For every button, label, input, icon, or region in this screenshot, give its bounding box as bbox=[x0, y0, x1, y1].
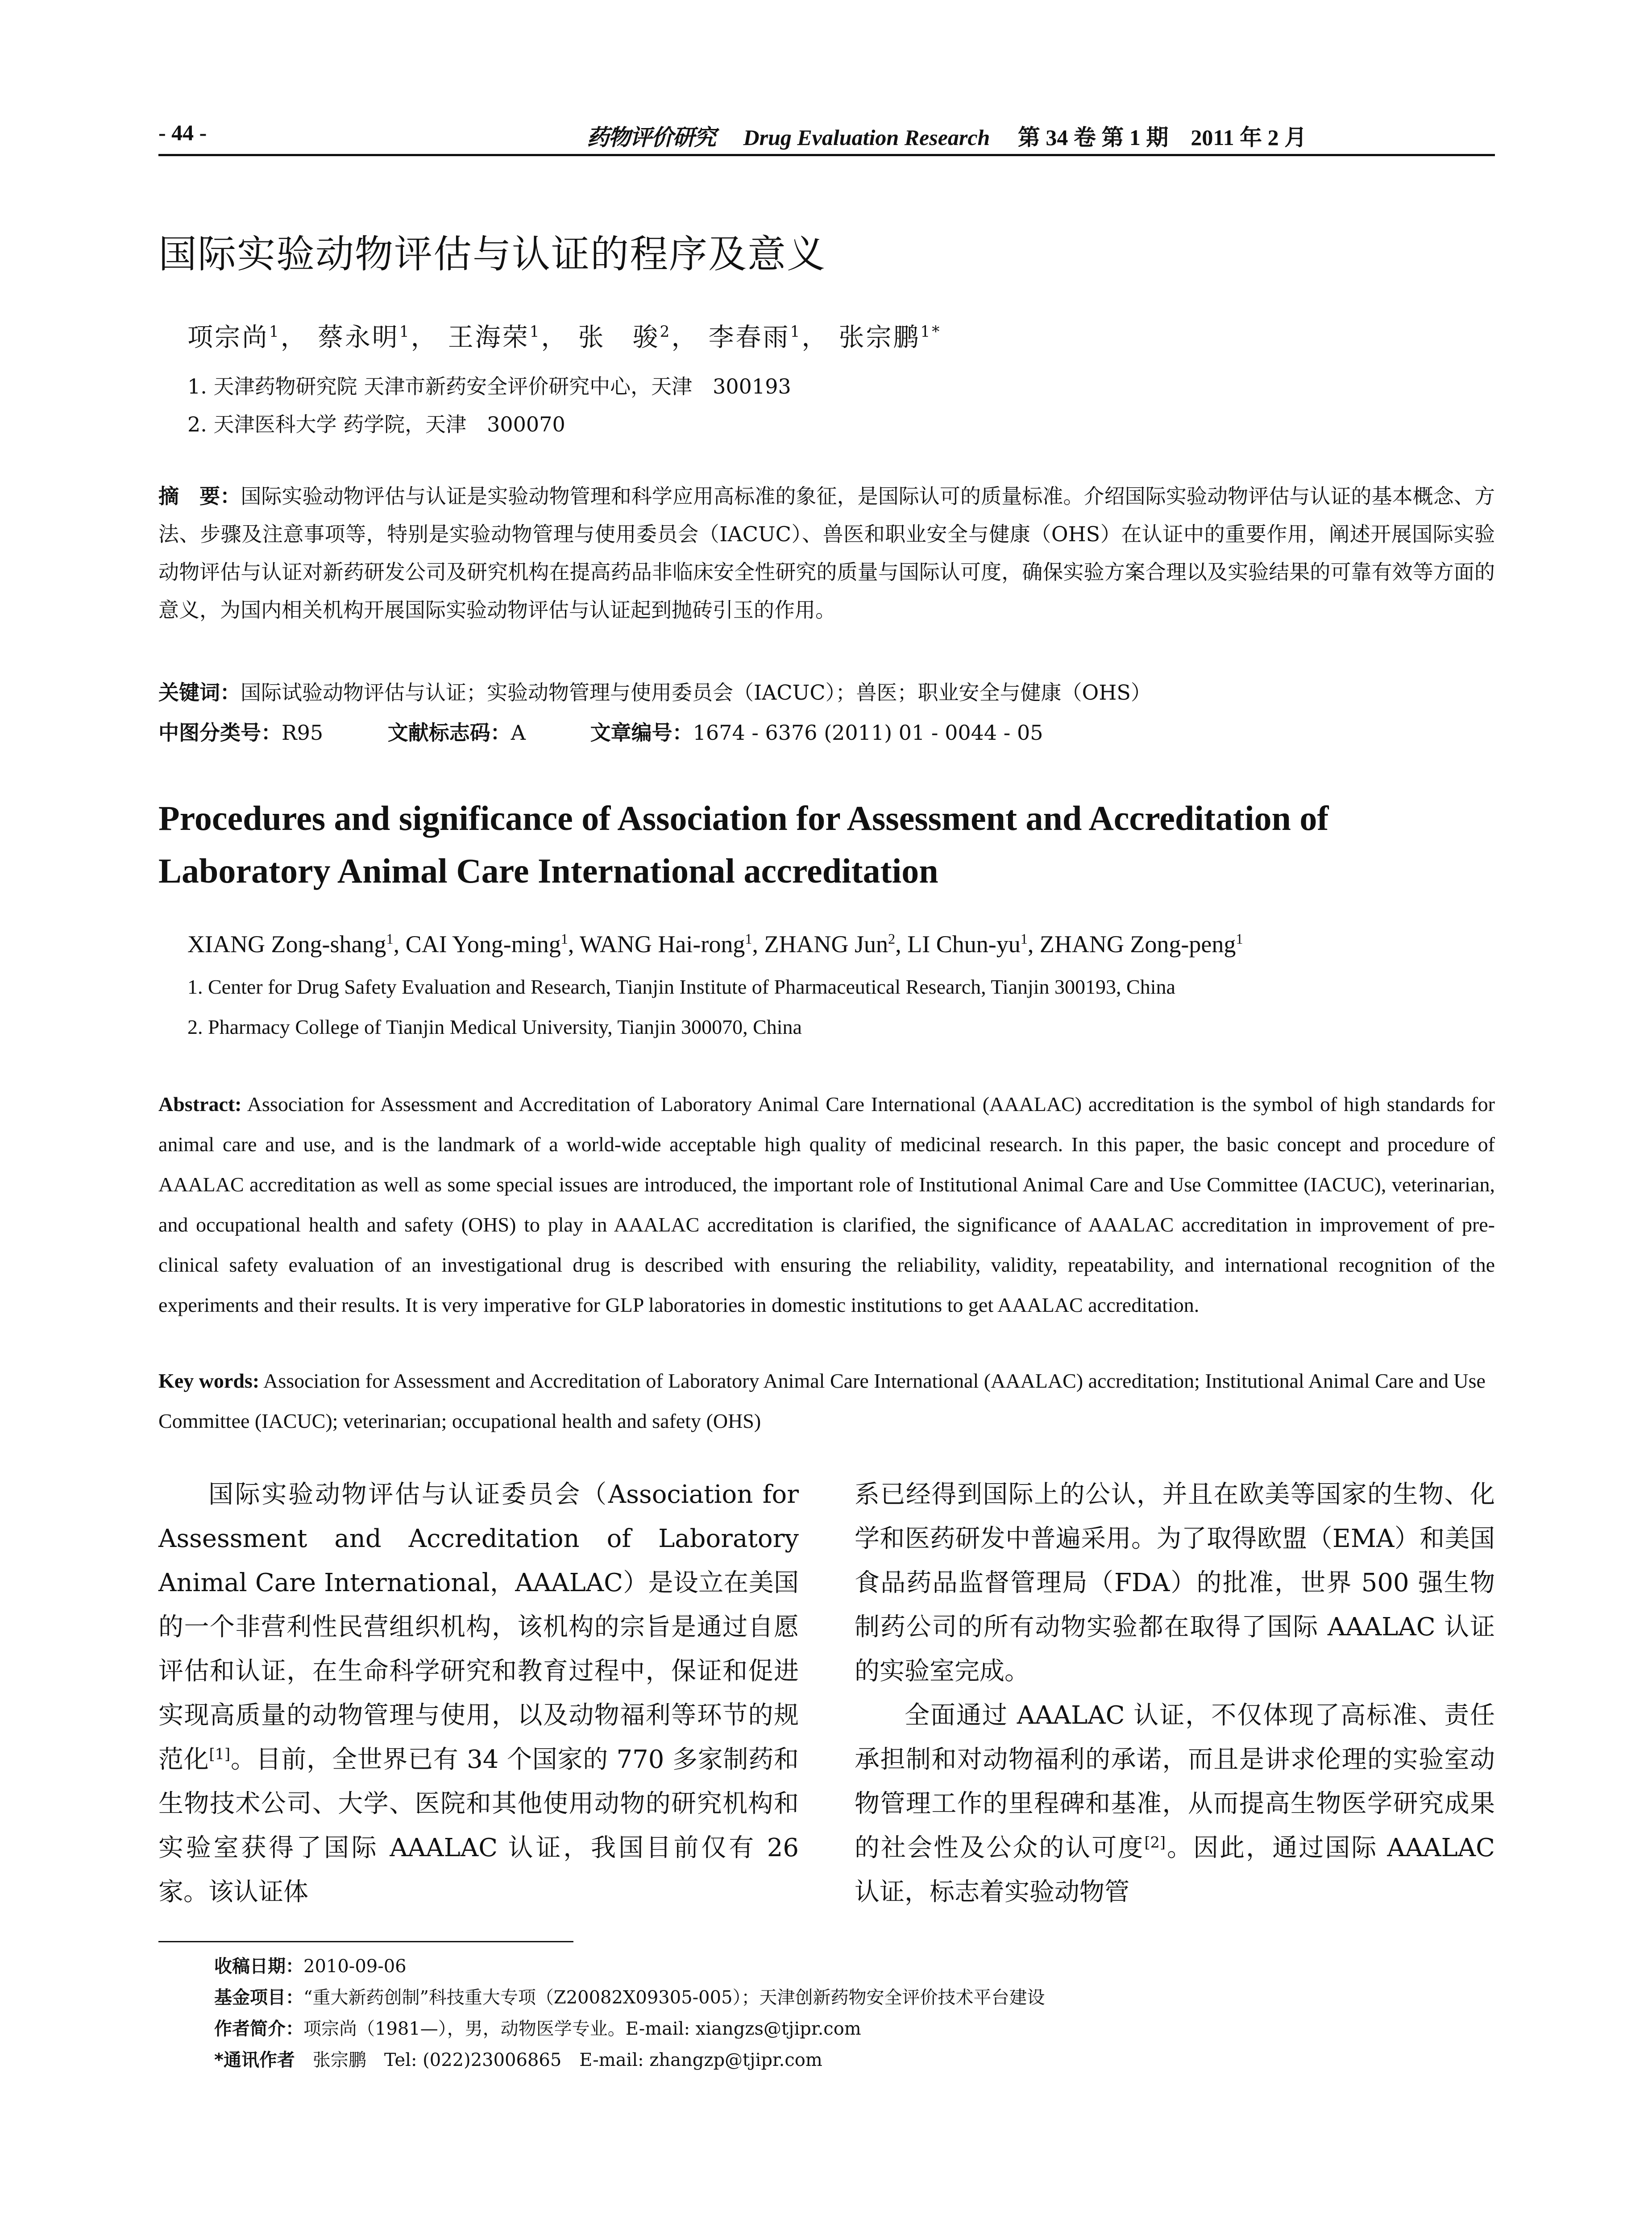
clc-label: 中图分类号： bbox=[158, 721, 282, 745]
cn-author: 张宗鹏 bbox=[838, 323, 921, 352]
footnote-text: 2010-09-06 bbox=[303, 1956, 407, 1977]
en-author: ZHANG Zong-peng bbox=[1039, 931, 1236, 958]
doc-code-value: A bbox=[511, 721, 526, 745]
citation-ref[interactable]: [2] bbox=[1144, 1833, 1166, 1851]
footnote-label: *通讯作者 bbox=[214, 2050, 295, 2070]
en-keywords-label: Key words: bbox=[158, 1369, 260, 1392]
body-text: 。因此，通过国际 AAALAC 认证，标志着实验动物管 bbox=[855, 1833, 1495, 1907]
cn-abstract bbox=[158, 477, 1495, 629]
cn-author-mark: 1 bbox=[790, 323, 802, 341]
cn-affiliation: 2. 天津医科大学 药学院，天津 300070 bbox=[187, 412, 565, 436]
body-text: 全面通过 AAALAC 认证，不仅体现了高标准、责任承担制和对动物福利的承诺，而且是讲求伦理的实验室动物管理工作的里程碑和基准，从而提高生物医学研究成果的社会性及公众的认可度 bbox=[855, 1701, 1495, 1862]
body-text: 。目前，全世界已有 34 个国家的 770 多家制药和生物技术公司、大学、医院和其他使用动物的研究机构和实验室获得了国际 AAALAC 认证，我国目前仅有 26 家。该认证体 bbox=[158, 1745, 799, 1907]
en-author-mark: 1 bbox=[1020, 931, 1028, 947]
header-rule bbox=[158, 154, 1495, 156]
footnote-received bbox=[214, 1952, 407, 1978]
cn-author-mark: 1 bbox=[269, 323, 281, 341]
footnote-author-bio bbox=[214, 2015, 861, 2040]
cn-author: 项宗尚 bbox=[187, 323, 269, 352]
en-author: LI Chun-yu bbox=[907, 931, 1021, 958]
en-affiliation: 1. Center for Drug Safety Evaluation and Research, Tianjin Institute of Pharmaceutical Research, Tianjin 300193, China bbox=[187, 975, 1175, 998]
en-author-mark: 1 bbox=[1236, 931, 1243, 947]
issue-info: 第 34 卷 第 1 期 2011 年 2 月 bbox=[1017, 125, 1307, 150]
article-no-value: 1674 - 6376 (2011) 01 - 0044 - 05 bbox=[693, 721, 1043, 745]
en-author-mark: 1 bbox=[745, 931, 752, 947]
cn-title: 国际实验动物评估与认证的程序及意义 bbox=[158, 232, 826, 277]
footnote-text: “重大新药创制”科技重大专项（Z20082X09305-005）；天津创新药物安全评价技术平台建设 bbox=[303, 1987, 1045, 2008]
cn-affiliation: 1. 天津药物研究院 天津市新药安全评价研究中心，天津 300193 bbox=[187, 374, 791, 398]
cn-keywords bbox=[158, 674, 1495, 712]
en-keywords-text: Association for Assessment and Accreditation of Laboratory Animal Care International (AAALAC) accreditation; Institutional Animal Care and Use Committee (IACUC); veterinarian; occupational health and safety (OHS) bbox=[158, 1369, 1486, 1432]
en-abstract-text: Association for Assessment and Accreditation of Laboratory Animal Care International (AAALAC) accreditation is the symbol of high standards for animal care and use, and is the landmark of a world-wide acceptable high quality of medicinal research. In this paper, the basic concept and procedure of AAALAC accreditation as well as some special issues are introduced, the important role of Institutional Animal Care and Use Committee (IACUC), veterinarian, and occupational health and safety (OHS) to play in AAALAC accreditation is clarified, the significance of AAALAC accreditation in improvement of pre-clinical safety evaluation of an investigational drug is described with ensuring the reliability, validity, repeatability, and international recognition of the experiments and their results. It is very imperative for GLP laboratories in domestic institutions to get AAALAC accreditation. bbox=[158, 1093, 1495, 1316]
cn-author-mark: 1* bbox=[920, 323, 942, 341]
body-paragraph bbox=[158, 1472, 799, 1914]
cn-keywords-label: 关键词： bbox=[158, 680, 241, 705]
clc-value: R95 bbox=[282, 721, 324, 745]
cn-author: 张 骏 bbox=[578, 323, 660, 352]
en-abstract bbox=[158, 1084, 1495, 1325]
footnote-corresponding bbox=[214, 2046, 822, 2071]
en-author: WANG Hai-rong bbox=[579, 931, 745, 958]
cn-author: 王海荣 bbox=[448, 323, 530, 352]
en-author-mark: 1 bbox=[386, 931, 394, 947]
en-author-mark: 2 bbox=[888, 931, 896, 947]
footnote-fund bbox=[214, 1983, 1045, 2009]
citation-ref[interactable]: [1] bbox=[209, 1745, 231, 1763]
journal-logo-cn: 药物评价研究 bbox=[587, 124, 715, 150]
body-paragraph: 系已经得到国际上的公认，并且在欧美等国家的生物、化学和医药研发中普遍采用。为了取得欧盟（EMA）和美国食品药品监督管理局（FDA）的批准，世界 500 强生物制药公司的所有动物实验都在取得了国际 AAALAC 认证的实验室完成。 bbox=[855, 1480, 1495, 1686]
en-author-mark: 1 bbox=[560, 931, 568, 947]
body-column-right bbox=[855, 1472, 1495, 1914]
en-title: Procedures and significance of Association for Assessment and Accreditation of Laboratory Animal Care International accreditation bbox=[158, 799, 1329, 890]
journal-name-en: Drug Evaluation Research bbox=[743, 125, 990, 150]
cn-author: 蔡永明 bbox=[317, 323, 399, 352]
footnote-label: 作者简介： bbox=[214, 2019, 303, 2039]
cn-author-mark: 1 bbox=[399, 323, 411, 341]
journal-info bbox=[587, 120, 1307, 152]
footnote-label: 收稿日期： bbox=[214, 1956, 303, 1977]
body-paragraph bbox=[855, 1693, 1495, 1914]
page-number: - 44 - bbox=[158, 120, 207, 145]
cn-abstract-text: 国际实验动物评估与认证是实验动物管理和科学应用高标准的象征，是国际认可的质量标准。介绍国际实验动物评估与认证的基本概念、方法、步骤及注意事项等，特别是实验动物管理与使用委员会（IACUC）、兽医和职业安全与健康（OHS）在认证中的重要作用，阐述开展国际实验动物评估与认证对新药研发公司及研究机构在提高药品非临床安全性研究的质量与国际认可度，确保实验方案合理以及实验结果的可靠有效等方面的意义，为国内相关机构开展国际实验动物评估与认证起到抛砖引玉的作用。 bbox=[158, 484, 1495, 622]
cn-author-mark: 2 bbox=[660, 323, 672, 341]
cn-author: 李春雨 bbox=[708, 323, 790, 352]
body-column-left bbox=[158, 1472, 799, 1914]
cn-author-mark: 1 bbox=[529, 323, 541, 341]
en-affiliation: 2. Pharmacy College of Tianjin Medical University, Tianjin 300070, China bbox=[187, 1016, 802, 1038]
footnote-text: 张宗鹏 Tel: (022)23006865 E-mail: zhangzp@tjipr.com bbox=[312, 2050, 822, 2070]
cn-keywords-text: 国际试验动物评估与认证；实验动物管理与使用委员会（IACUC）；兽医；职业安全与健康（OHS） bbox=[241, 680, 1151, 705]
en-author: CAI Yong-ming bbox=[405, 931, 561, 958]
en-author: XIANG Zong-shang bbox=[187, 931, 386, 958]
cn-classification bbox=[158, 714, 1043, 752]
en-authors: XIANG Zong-shang$^1$, CAI Yong-ming$^1$, WANG Hai-rong$^1$, ZHANG Jun$^2$, LI Chun-$yu^1$, ZHANG Zong-peng$^1$ bbox=[187, 931, 1243, 958]
running-header bbox=[158, 120, 1494, 151]
cn-abstract-label: 摘 要： bbox=[158, 484, 241, 508]
footnote-text: 项宗尚（1981—），男，动物医学专业。E-mail: xiangzs@tjipr.com bbox=[303, 2019, 861, 2039]
footnote-label: 基金项目： bbox=[214, 1987, 303, 2008]
article-no-label: 文章编号： bbox=[590, 721, 693, 745]
en-abstract-label: Abstract: bbox=[158, 1093, 242, 1116]
en-keywords bbox=[158, 1361, 1495, 1441]
en-author: ZHANG Jun bbox=[764, 931, 888, 958]
footnote-rule bbox=[158, 1941, 573, 1942]
body-text: 国际实验动物评估与认证委员会（Association for Assessment and Accreditation of Laboratory Animal Care International，AAALAC）是设立在美国的一个非营利性民营组织机构，该机构的宗旨是通过自愿评估和认证，在生命科学研究和教育过程中，保证和促进实现高质量的动物管理与使用，以及动物福利等环节的规范化 bbox=[158, 1480, 799, 1774]
cn-authors: 项宗尚$^1$， 蔡永明$^1$， 王海荣$^1$， 张 骏$^2$， 李春雨$^1$， 张宗鹏$^{1*}$ bbox=[187, 323, 942, 352]
doc-code-label: 文献标志码： bbox=[387, 721, 511, 745]
